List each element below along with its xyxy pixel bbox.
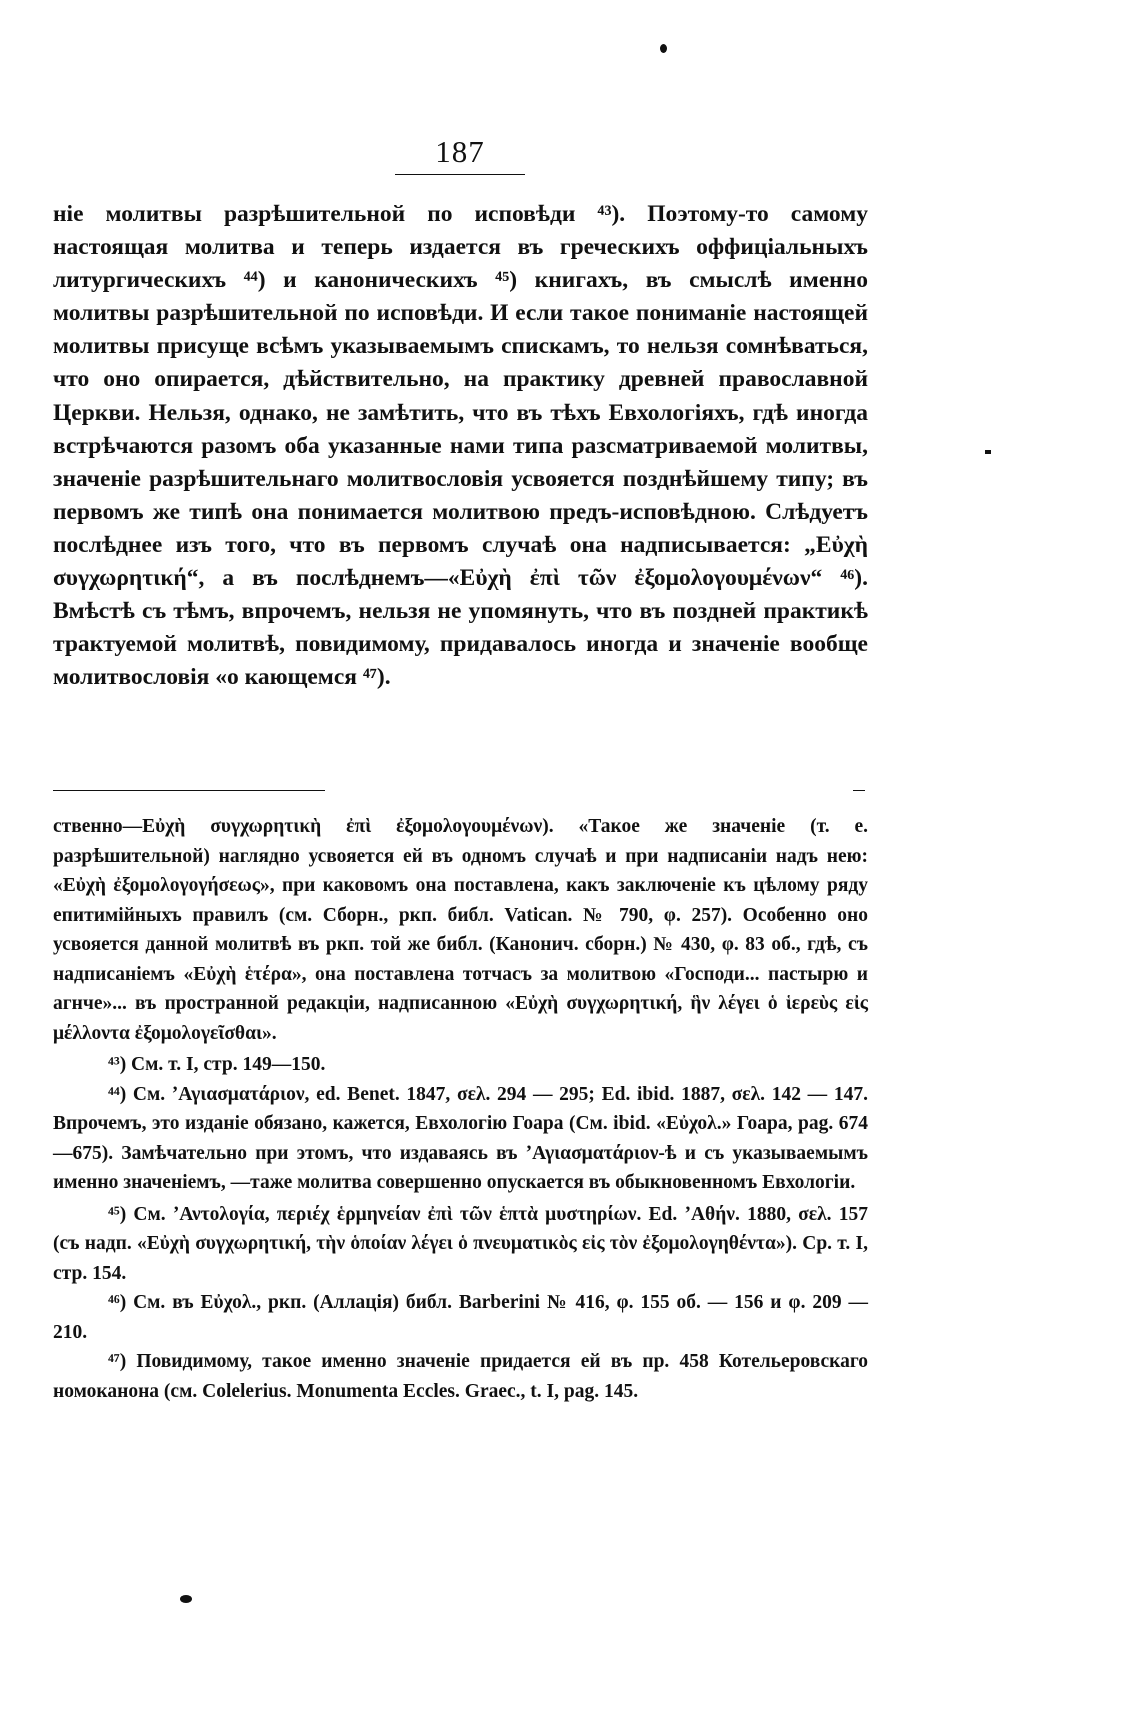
header-rule [395, 174, 525, 175]
main-text [53, 198, 868, 694]
separator-mark [853, 790, 865, 791]
footnote-43: ⁴³) См. т. I, стр. 149—150. [108, 1054, 326, 1075]
footnote-47: ⁴⁷) Повидимому, такое именно значеніе придается ей въ пр. 458 Котельеровскаго номоканона (см. Colelerius. Monumenta Eccles. Graec., t. I, pag. 145. [53, 1351, 868, 1402]
footnote-44: ⁴⁴) См. ʼΑγιασματάριον, ed. Benet. 1847, σελ. 294 — 295; Ed. ibid. 1887, σελ. 142 — 147. Впрочемъ, это изданіе обязано, кажется, Евхологію Гоара (См. ibid. «Εὐχολ.» Гоара, pag. 674—675). Замѣчательно при этомъ, что издаваясь въ ʼΑγιασματάριον-ѣ и съ указываемымъ именно значеніемъ, —таже молитва совершенно опускается въ обыкновенномъ Евхологіи. [53, 1083, 868, 1193]
footnote-46: ⁴⁶) См. въ Εὐχολ., ркп. (Аллація) библ. Barberini № 416, φ. 155 об. — 156 и φ. 209 — 210. [53, 1292, 868, 1343]
footnote-continuation: ственно—Εὐχὴ συγχωρητικὴ ἐπὶ ἐξομολογουμένων). «Такое же значеніе (т. е. разрѣшительной) наглядно усвояется ей въ одномъ случаѣ и при надписаніи надъ нею: «Εὐχὴ ἐξομολογογήσεως», при каковомъ она поставлена, какъ заключеніе къ цѣлому ряду епитимійныхъ правилъ (см. Сборн., ркп. библ. Vatican. № 790, φ. 257). Особенно оно усвояется данной молитвѣ въ ркп. той же библ. (Канонич. сборн.) № 430, φ. 83 об., гдѣ, съ надписаніемъ «Εὐχὴ ἑτέρα», она поставлена тотчасъ за молитвою «Господи... пастырю и агнче»... въ пространной редакціи, надписанною «Εὐχὴ συγχωρητική, ἣν λέγει ὁ ἱερεὺς εἰς μέλλοντα ἐξομολογεῖσθαι». [53, 816, 868, 1044]
ink-speck [985, 450, 991, 454]
page-number: 187 [435, 134, 485, 169]
page-header [395, 134, 525, 175]
ink-speck [180, 1595, 192, 1603]
ink-speck [660, 44, 667, 53]
footnotes [53, 812, 868, 1406]
footnote-separator [53, 790, 325, 791]
footnote-45: ⁴⁵) См. ʼΑντολογία, περιέχ ἑρμηνείαν ἐπὶ τῶν ἑπτὰ μυστηρίων. Ed. ʼΑθήν. 1880, σελ. 157 (съ надп. «Εὐχὴ συγχωρητική, τὴν ὁποίαν λέγει ὁ πνευματικὸς εἰς τὸν ἐξομολογηθέντα»). Ср. т. I, стр. 154. [53, 1203, 868, 1284]
body-paragraph: ніе молитвы разрѣшительной по исповѣди ⁴³). Поэтому-то самому настоящая молитва и теперь издается въ греческихъ оффиціальныхъ литургическихъ ⁴⁴) и каноническихъ ⁴⁵) книгахъ, въ смыслѣ именно молитвы разрѣшительной по исповѣди. И если такое пониманіе настоящей молитвы присуще всѣмъ указываемымъ спискамъ, то нельзя сомнѣваться, что оно опирается, дѣйствительно, на практику древней православной Церкви. Нельзя, однако, не замѣтить, что въ тѣхъ Евхологіяхъ, гдѣ иногда встрѣчаются разомъ оба указанные нами типа разсматриваемой молитвы, значеніе разрѣшительнаго молитвословія усвояется позднѣйшему типу; въ первомъ же типѣ она понимается молитвою предъ-исповѣдною. Слѣдуетъ послѣднее изъ того, что въ первомъ случаѣ она надписывается: „Εὐχὴ συγχωρητική“, а въ послѣднемъ—«Εὐχὴ ἐπὶ τῶν ἐξομολογουμένων“ ⁴⁶). Вмѣстѣ съ тѣмъ, впрочемъ, нельзя не упомянуть, что въ поздней практикѣ трактуемой молитвѣ, повидимому, придавалось иногда и значеніе вообще молитвословія «о кающемся ⁴⁷). [53, 201, 868, 691]
